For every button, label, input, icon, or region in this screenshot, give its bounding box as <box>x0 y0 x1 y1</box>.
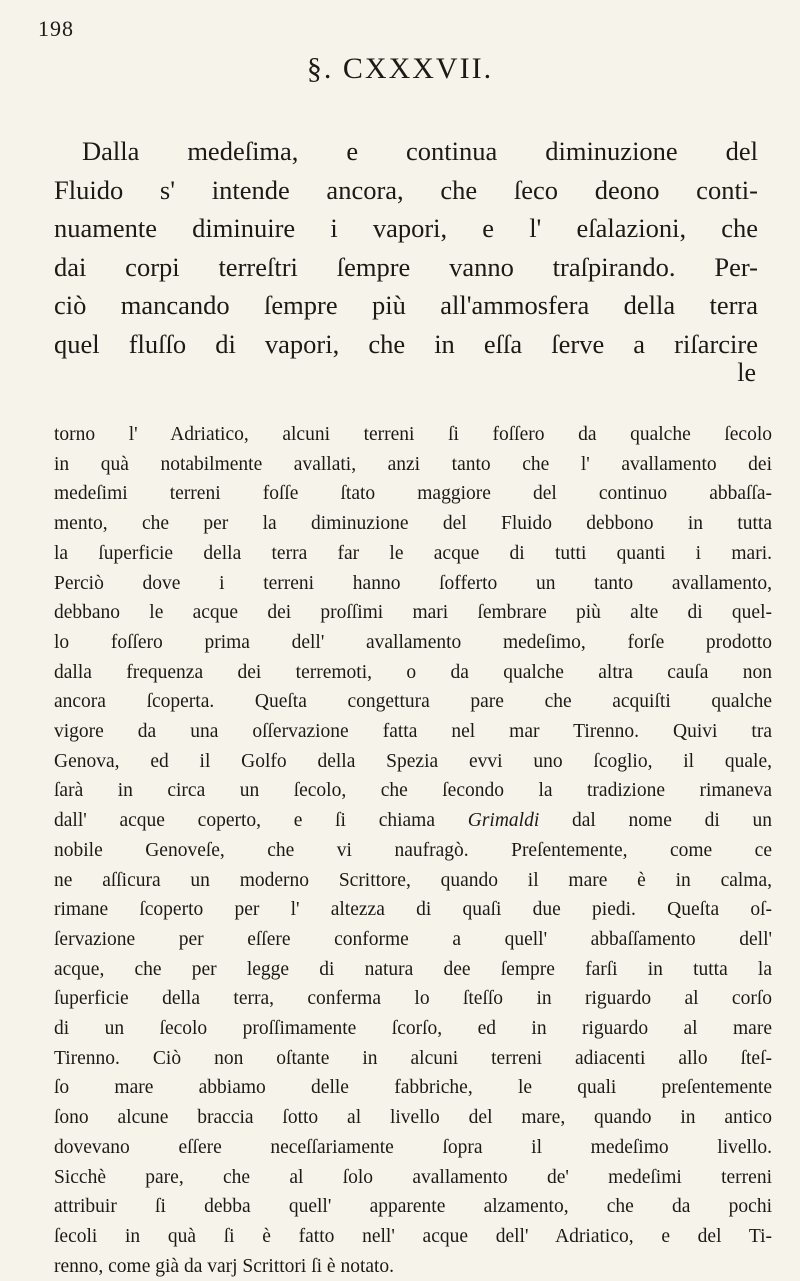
note-line: medeſimi terreni foſſe ſtato maggiore del continuo abbaſſa- <box>54 483 772 505</box>
note-line: la ſuperficie della terra far le acque di tutti quanti i mari. <box>54 542 772 564</box>
main-line: quel fluſſo di vapori, che in eſſa ſerve a riſarcire <box>54 328 758 359</box>
page-number: 198 <box>38 16 74 41</box>
note-line: ancora ſcoperta. Queſta congettura pare che acquiſti qualche <box>54 691 772 713</box>
note-line: debbano le acque dei proſſimi mari ſembrare più alte di quel- <box>54 602 772 624</box>
note-line-with-name <box>54 806 772 836</box>
note-line: nobile Genoveſe, che vi naufragò. Preſentemente, come ce <box>54 839 772 861</box>
note-line: mento, che per la diminuzione del Fluido debbono in tutta <box>54 513 772 535</box>
catchword: le <box>737 358 756 387</box>
main-line: nuamente diminuire i vapori, e l' eſalazioni, che <box>54 213 758 243</box>
main-line: Dalla medeſima, e continua diminuzione del <box>82 136 758 166</box>
note-line-suffix: dal nome di un <box>572 810 773 832</box>
note-line: ſono alcune braccia ſotto al livello del mare, quando in antico <box>54 1107 772 1129</box>
note-line: dalla frequenza dei terremoti, o da qualche altra cauſa non <box>54 661 772 683</box>
main-line: Fluido s' intende ancora, che ſeco deono conti- <box>54 174 758 205</box>
note-line: Genova, ed il Golfo della Spezia evvi uno ſcoglio, il quale, <box>54 750 772 772</box>
note-line: ſarà in circa un ſecolo, che ſecondo la tradizione rimaneva <box>54 780 772 802</box>
main-line: dai corpi terreſtri ſempre vanno traſpirando. Per- <box>54 251 758 282</box>
note-line: in quà notabilmente avallati, anzi tanto che l' avallamento dei <box>54 453 772 475</box>
note-line-prefix: dall' acque coperto, e ſi chiama <box>54 810 436 832</box>
note-line: renno, come già da varj Scrittori ſi è notato. <box>54 1255 395 1277</box>
main-line: ciò mancando ſempre più all'ammosfera della terra <box>54 290 758 320</box>
note-line: ſo mare abbiamo delle fabbriche, le quali preſentemente <box>54 1077 772 1099</box>
note-line: di un ſecolo proſſimamente ſcorſo, ed in riguardo al mare <box>54 1018 772 1040</box>
note-line: torno l' Adriatico, alcuni terreni ſi foſſero da qualche ſecolo <box>54 424 772 445</box>
section-heading: §. CXXXVII. <box>306 52 494 85</box>
note-line: attribuir ſi debba quell' apparente alzamento, che da pochi <box>54 1196 772 1218</box>
note-line: ſuperficie della terra, conferma lo ſteſſo in riguardo al corſo <box>54 988 772 1010</box>
note-line: ne aſſicura un moderno Scrittore, quando il mare è in calma, <box>54 869 772 891</box>
note-line: ſervazione per eſſere conforme a quell' abbaſſamento dell' <box>54 928 772 950</box>
note-line: Sicchè pare, che al ſolo avallamento de' medeſimi terreni <box>54 1166 772 1188</box>
note-line: vigore da una oſſervazione fatta nel mar Tirenno. Quivi tra <box>54 721 772 743</box>
italic-name: Grimaldi <box>467 810 540 832</box>
main-paragraph <box>54 132 758 363</box>
note-line: Perciò dove i terreni hanno ſofferto un tanto avallamento, <box>54 572 772 594</box>
note-line: Tirenno. Ciò non oſtante in alcuni terreni adiacenti allo ſteſ- <box>54 1047 772 1069</box>
note-line: rimane ſcoperto per l' altezza di quaſi due piedi. Queſta oſ- <box>54 899 772 921</box>
footnote-paragraph <box>54 420 772 1281</box>
note-line: dovevano eſſere neceſſariamente ſopra il medeſimo livello. <box>54 1136 772 1158</box>
note-line: ſecoli in quà ſi è fatto nell' acque dell' Adriatico, e del Ti- <box>54 1225 772 1247</box>
note-line: lo foſſero prima dell' avallamento medeſimo, forſe prodotto <box>54 631 772 653</box>
note-line: acque, che per legge di natura dee ſempre farſi in tutta la <box>54 958 772 980</box>
